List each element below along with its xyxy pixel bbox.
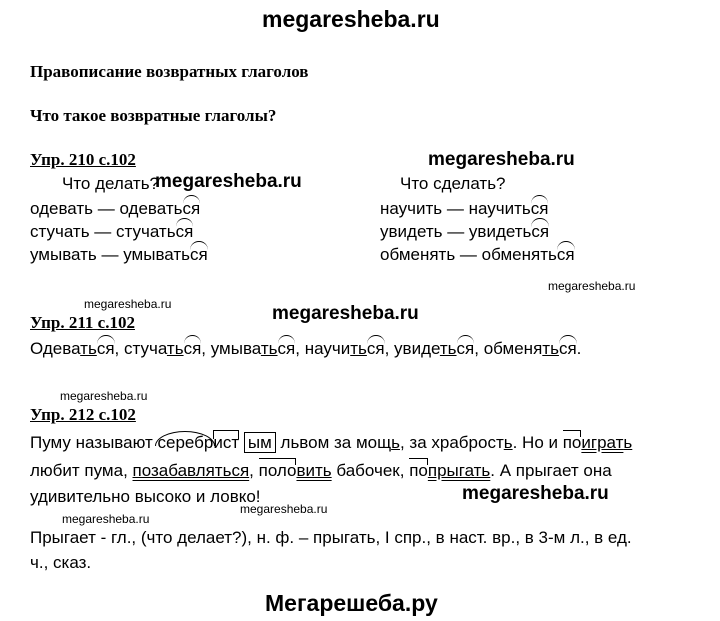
exercise-210-heading: Упр. 210 с.102: [30, 150, 136, 169]
col2-row-2-base: увидеть — увидеть: [380, 222, 532, 241]
col2-row-2: [380, 222, 549, 242]
col1-row-1: [30, 199, 200, 219]
col1-row-2: [30, 222, 193, 242]
col1-row-2-base: стучать — стучать: [30, 222, 176, 241]
word-5: увидеться,: [394, 339, 484, 358]
page-title: Правописание возвратных глаголов: [30, 62, 309, 81]
analysis-line-1: Прыгает - гл., (что делает?), н. ф. – прыгать, I спр., в наст. вр., в 3-м л., в ед.: [30, 528, 632, 547]
exercise-212-line-1: Пуму называют серебрист ым львом за мощь, за храбрость. Но и поиграть: [30, 433, 633, 452]
word-6: обменяться.: [483, 339, 582, 358]
word-root: серебр: [157, 433, 214, 452]
col1-row-1-ending: ся: [182, 199, 201, 218]
word-2: стучаться,: [123, 339, 211, 358]
col2-row-1-ending: ся: [530, 199, 549, 218]
watermark-5: megaresheba.ru: [272, 303, 419, 324]
watermark-8: megaresheba.ru: [240, 502, 328, 516]
watermark-4: megaresheba.ru: [84, 297, 172, 311]
watermark-7: megaresheba.ru: [462, 483, 609, 504]
word-1: Одеваться,: [30, 339, 124, 358]
word-ending-box: ым: [244, 432, 276, 453]
watermark-bottom: Мегарешеба.ру: [265, 590, 438, 616]
col2-row-1: [380, 199, 548, 219]
exercise-211-heading: Упр. 211 с.102: [30, 313, 135, 332]
question-heading: Что такое возвратные глаголы?: [30, 106, 277, 125]
word-suffix: ист: [213, 433, 240, 452]
col2-row-2-ending: ся: [531, 222, 550, 241]
exercise-212-line-3: удивительно высоко и ловко!: [30, 487, 261, 506]
col1-row-3: [30, 245, 208, 265]
predicate-1: позабавляться: [132, 461, 250, 480]
watermark-1: megaresheba.ru: [428, 149, 575, 170]
exercise-212-line-2: любит пума, позабавляться, половить бабочек, попрыгать. А прыгает она: [30, 461, 612, 480]
exercise-212-heading: Упр. 212 с.102: [30, 405, 136, 424]
analysis-line-2: ч., сказ.: [30, 553, 92, 572]
col1-row-3-base: умывать — умывать: [30, 245, 191, 264]
word-prefix: по: [562, 433, 582, 452]
exercise-211-text: [30, 339, 581, 359]
col2-header: Что сделать?: [400, 174, 506, 193]
watermark-2: megaresheba.ru: [155, 171, 302, 192]
col1-row-2-ending: ся: [175, 222, 194, 241]
word-3: умываться,: [210, 339, 305, 358]
watermark-9: megaresheba.ru: [62, 512, 150, 526]
col2-row-1-base: научить — научить: [380, 199, 531, 218]
watermark-6: megaresheba.ru: [60, 389, 148, 403]
watermark-top: megaresheba.ru: [262, 6, 440, 32]
col2-row-3: [380, 245, 575, 265]
word-4: научиться,: [304, 339, 395, 358]
watermark-3: megaresheba.ru: [548, 279, 636, 293]
col2-row-3-base: обменять — обменять: [380, 245, 557, 264]
col1-header: Что делать?: [62, 174, 160, 193]
col2-row-3-ending: ся: [556, 245, 575, 264]
col1-row-1-base: одевать — одевать: [30, 199, 183, 218]
col1-row-3-ending: ся: [190, 245, 208, 264]
